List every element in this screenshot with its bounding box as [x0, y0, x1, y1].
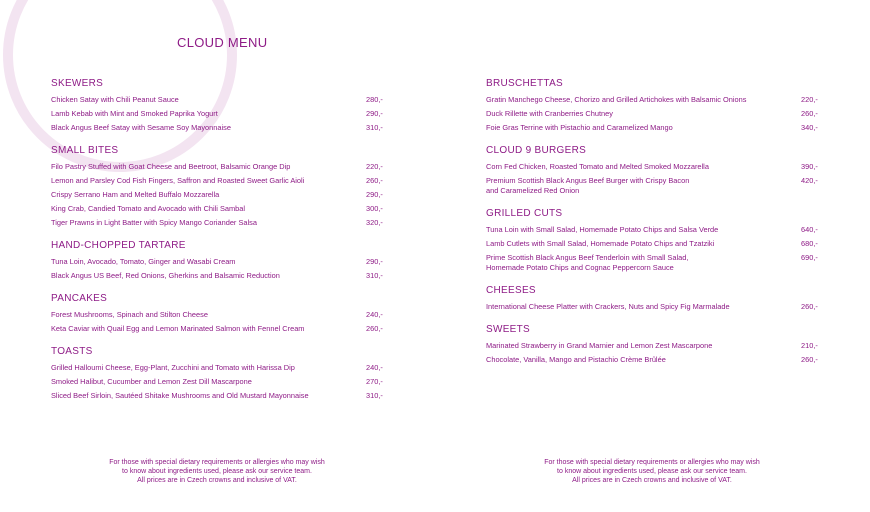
menu-section — [51, 78, 386, 133]
menu-item — [51, 257, 386, 267]
menu-item-name: Black Angus US Beef, Red Onions, Gherkins and Balsamic Reduction — [51, 271, 280, 280]
menu-item — [51, 176, 386, 186]
section-title: HAND-CHOPPED TARTARE — [51, 240, 186, 251]
menu-item — [486, 225, 821, 235]
menu-item — [486, 176, 821, 196]
menu-item — [51, 324, 386, 334]
menu-item-name: Lamb Cutlets with Small Salad, Homemade Potato Chips and Tzatziki — [486, 239, 715, 248]
menu-item-name: King Crab, Candied Tomato and Avocado with Chili Sambal — [51, 204, 246, 213]
menu-item-name: Crispy Serrano Ham and Melted Buffalo Mozzarella — [51, 190, 220, 199]
menu-item — [51, 218, 386, 228]
menu-item — [486, 109, 821, 119]
section-title: PANCAKES — [51, 293, 108, 304]
menu-section — [51, 145, 386, 228]
footer-note-left: For those with special dietary requirements or allergies who may wish to know about ingredients used, please ask our service team. All prices are in Czech crowns and inclusive of VAT. — [109, 459, 325, 484]
menu-item-price: 310,- — [366, 391, 383, 400]
menu-item-price: 420,- — [801, 176, 818, 185]
left-menu-column — [51, 78, 386, 413]
menu-item-name: Tuna Loin, Avocado, Tomato, Ginger and Wasabi Cream — [51, 257, 236, 266]
menu-item — [51, 271, 386, 281]
menu-item-name: Tiger Prawns in Light Batter with Spicy Mango Coriander Salsa — [51, 218, 257, 227]
menu-item-price: 280,- — [366, 95, 383, 104]
menu-item-price: 290,- — [366, 257, 383, 266]
menu-item-name: Gratin Manchego Cheese, Chorizo and Grilled Artichokes with Balsamic Onions — [486, 95, 747, 104]
menu-section — [51, 346, 386, 401]
section-title: TOASTS — [51, 346, 93, 357]
menu-item-name: Marinated Strawberry in Grand Marnier and Lemon Zest Mascarpone — [486, 341, 713, 350]
menu-item-price: 260,- — [366, 176, 383, 185]
menu-section — [486, 324, 821, 365]
menu-item-price: 310,- — [366, 123, 383, 132]
menu-item-price: 260,- — [366, 324, 383, 333]
section-title: SMALL BITES — [51, 145, 119, 156]
section-title: CLOUD 9 BURGERS — [486, 145, 587, 156]
menu-section — [486, 285, 821, 312]
menu-item-name: Lemon and Parsley Cod Fish Fingers, Saffron and Roasted Sweet Garlic Aioli — [51, 176, 305, 185]
menu-section — [486, 78, 821, 133]
menu-item — [486, 341, 821, 351]
menu-item — [486, 123, 821, 133]
menu-item — [51, 190, 386, 200]
menu-section — [51, 240, 386, 281]
section-title: CHEESES — [486, 285, 536, 296]
menu-section — [486, 208, 821, 273]
menu-item-name: Chicken Satay with Chili Peanut Sauce — [51, 95, 179, 104]
menu-item-name: Prime Scottish Black Angus Beef Tenderloin with Small Salad, Homemade Potato Chips and Cognac Peppercorn Sauce — [486, 253, 689, 272]
menu-item-name: International Cheese Platter with Crackers, Nuts and Spicy Fig Marmalade — [486, 302, 730, 311]
menu-item-name: Tuna Loin with Small Salad, Homemade Potato Chips and Salsa Verde — [486, 225, 719, 234]
menu-item-price: 240,- — [366, 363, 383, 372]
menu-item-price: 220,- — [801, 95, 818, 104]
menu-item-name: Foie Gras Terrine with Pistachio and Caramelized Mango — [486, 123, 673, 132]
menu-item — [51, 123, 386, 133]
footer-note-right: For those with special dietary requirements or allergies who may wish to know about ingredients used, please ask our service team. All prices are in Czech crowns and inclusive of VAT. — [544, 459, 760, 484]
menu-item-name: Sliced Beef Sirloin, Sautéed Shitake Mushrooms and Old Mustard Mayonnaise — [51, 391, 309, 400]
menu-item — [486, 95, 821, 105]
right-menu-column — [486, 78, 821, 377]
menu-item-name: Filo Pastry Stuffed with Goat Cheese and Beetroot, Balsamic Orange Dip — [51, 162, 291, 171]
menu-item-name: Corn Fed Chicken, Roasted Tomato and Melted Smoked Mozzarella — [486, 162, 709, 171]
menu-item-price: 260,- — [801, 109, 818, 118]
menu-item — [486, 302, 821, 312]
menu-item-name: Duck Rillette with Cranberries Chutney — [486, 109, 613, 118]
menu-item-price: 220,- — [366, 162, 383, 171]
menu-item-name: Black Angus Beef Satay with Sesame Soy Mayonnaise — [51, 123, 231, 132]
menu-item — [51, 310, 386, 320]
menu-item-name: Smoked Halibut, Cucumber and Lemon Zest Dill Mascarpone — [51, 377, 252, 386]
menu-item — [51, 109, 386, 119]
menu-item — [486, 239, 821, 249]
section-title: SWEETS — [486, 324, 531, 335]
menu-item-price: 300,- — [366, 204, 383, 213]
menu-item-price: 290,- — [366, 190, 383, 199]
menu-item — [51, 377, 386, 387]
menu-item-price: 340,- — [801, 123, 818, 132]
menu-item-price: 260,- — [801, 355, 818, 364]
menu-item-price: 680,- — [801, 239, 818, 248]
menu-item-name: Forest Mushrooms, Spinach and Stilton Cheese — [51, 310, 208, 319]
menu-item-name: Lamb Kebab with Mint and Smoked Paprika Yogurt — [51, 109, 218, 118]
menu-item — [51, 162, 386, 172]
section-title: GRILLED CUTS — [486, 208, 563, 219]
menu-item — [486, 253, 821, 273]
menu-item-price: 310,- — [366, 271, 383, 280]
menu-item-price: 640,- — [801, 225, 818, 234]
menu-item-price: 210,- — [801, 341, 818, 350]
menu-item-price: 260,- — [801, 302, 818, 311]
menu-item-name: Grilled Halloumi Cheese, Egg-Plant, Zucchini and Tomato with Harissa Dip — [51, 363, 295, 372]
menu-item-price: 290,- — [366, 109, 383, 118]
menu-item — [51, 95, 386, 105]
menu-item — [51, 204, 386, 214]
menu-item — [486, 162, 821, 172]
menu-item-price: 390,- — [801, 162, 818, 171]
menu-item-name: Keta Caviar with Quail Egg and Lemon Marinated Salmon with Fennel Cream — [51, 324, 305, 333]
menu-item-price: 240,- — [366, 310, 383, 319]
menu-section — [51, 293, 386, 334]
menu-title: CLOUD MENU — [177, 35, 268, 50]
menu-item-price: 690,- — [801, 253, 818, 262]
menu-item-name: Chocolate, Vanilla, Mango and Pistachio Crème Brûlée — [486, 355, 666, 364]
menu-section — [486, 145, 821, 196]
section-title: BRUSCHETTAS — [486, 78, 564, 89]
menu-item-price: 270,- — [366, 377, 383, 386]
menu-item — [51, 363, 386, 373]
menu-item-price: 320,- — [366, 218, 383, 227]
menu-item-name: Premium Scottish Black Angus Beef Burger with Crispy Bacon and Caramelized Red Onion — [486, 176, 690, 195]
menu-item — [51, 391, 386, 401]
section-title: SKEWERS — [51, 78, 104, 89]
menu-item — [486, 355, 821, 365]
